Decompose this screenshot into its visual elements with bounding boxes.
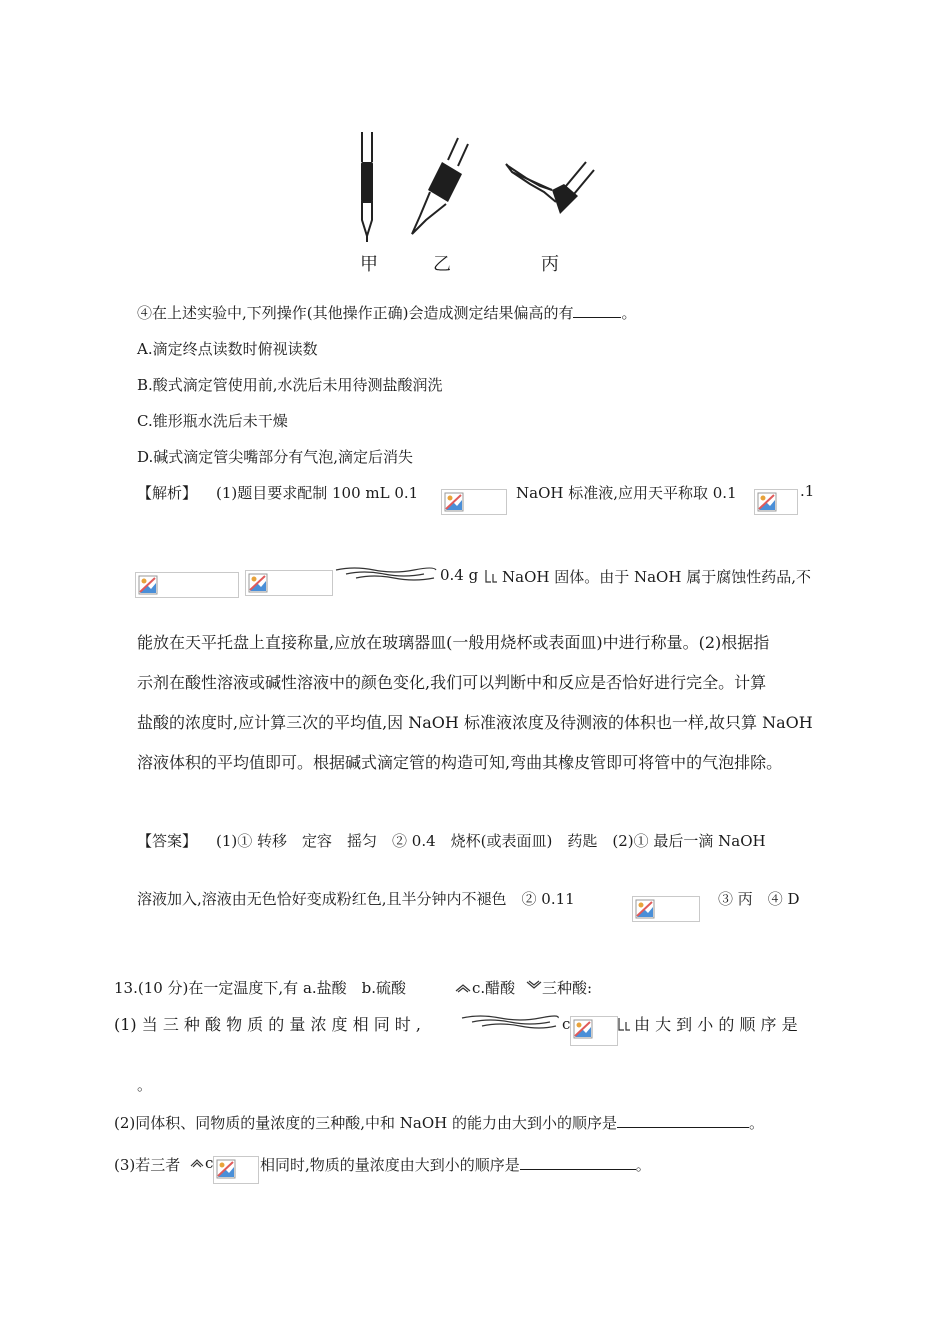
figure-label-yi: 乙 — [433, 254, 451, 275]
q4-option-b: B.酸式滴定管使用前,水洗后未用待测盐酸润洗 — [137, 376, 443, 394]
analysis-line5: 盐酸的浓度时,应计算三次的平均值,因 NaOH 标准液浓度及待测液的体积也一样,故只算 NaOH — [137, 713, 813, 732]
broken-image-icon — [213, 1156, 259, 1184]
q13-p3 — [260, 1154, 651, 1175]
q13-p1-end: 。 — [137, 1076, 153, 1094]
q13-p2 — [114, 1112, 764, 1133]
equation-mark — [526, 980, 542, 990]
answer-line2a: 溶液加入,溶液由无色恰好变成粉红色,且半分钟内不褪色 ② 0.11 — [137, 890, 575, 908]
analysis-line1a: (1)题目要求配制 100 mL 0.1 — [216, 484, 419, 502]
analysis-line3: 能放在天平托盘上直接称量,应放在玻璃器皿(一般用烧杯或表面皿)中进行称量。(2)根据指 — [137, 633, 770, 652]
figure-label-bing: 丙 — [541, 254, 559, 275]
q13-p3-end: 。 — [635, 1156, 651, 1174]
broken-image-icon — [245, 570, 333, 596]
q4-option-a: A.滴定终点读数时俯视读数 — [137, 340, 318, 358]
broken-image-icon — [441, 489, 507, 515]
figure-label-jia: 甲 — [360, 254, 378, 275]
broken-image-icon — [135, 572, 239, 598]
analysis-line2: 0.4 g — [440, 566, 479, 584]
q13-p1-a: (1) 当 三 种 酸 物 质 的 量 浓 度 相 同 时 , — [114, 1015, 421, 1034]
burette-yi — [412, 138, 468, 234]
answer-line1: (1)① 转移 定容 摇匀 ② 0.4 烧杯(或表面皿) 药匙 (2)① 最后一滴 NaOH — [216, 832, 766, 850]
q4-option-c: C.锥形瓶水洗后未干燥 — [137, 412, 288, 430]
q13-p3-a: (3)若三者 — [114, 1156, 181, 1174]
equation-squiggle — [334, 566, 438, 582]
q13-stem-a: 13.(10 分)在一定温度下,有 a.盐酸 b.硫酸 — [114, 979, 422, 997]
analysis-line1b: NaOH 标准液,应用天平称取 0.1 — [516, 484, 737, 502]
q13-p3-text: 相同时,物质的量浓度由大到小的顺序是 — [260, 1156, 520, 1174]
equation-mark — [484, 568, 498, 584]
analysis-line2b: NaOH 固体。由于 NaOH 属于腐蚀性药品,不 — [502, 568, 811, 586]
burette-bing — [506, 162, 594, 214]
analysis-line6: 溶液体积的平均值即可。根据碱式滴定管的构造可知,弯曲其橡皮管即可将管中的气泡排除。 — [137, 753, 783, 772]
q13-p1-c: c — [562, 1015, 571, 1033]
q4-stem-end: 。 — [621, 304, 637, 322]
q4-stem — [137, 302, 637, 323]
q13-p2-end: 。 — [749, 1114, 765, 1132]
answer-line2b: ③ 丙 ④ D — [718, 890, 800, 908]
equation-mark — [617, 1016, 631, 1032]
q4-answer-blank — [573, 303, 621, 318]
equation-mark — [190, 1158, 204, 1168]
q13-stem-c: 三种酸: — [542, 979, 593, 997]
equation-squiggle — [460, 1014, 560, 1030]
q4-stem-text: ④在上述实验中,下列操作(其他操作正确)会造成测定结果偏高的有 — [137, 304, 574, 322]
q13-p2-text: (2)同体积、同物质的量浓度的三种酸,中和 NaOH 的能力由大到小的顺序是 — [114, 1114, 618, 1132]
q13-p3-blank — [520, 1155, 636, 1170]
q13-p2-blank — [617, 1113, 749, 1128]
q13-stem-b: c.醋酸 — [472, 979, 516, 997]
answer-head: 【答案】 — [137, 832, 198, 850]
analysis-line4: 示剂在酸性溶液或碱性溶液中的颜色变化,我们可以判断中和反应是否恰好进行完全。计算 — [137, 673, 767, 692]
burette-jia — [361, 132, 373, 242]
analysis-head: 【解析】 — [137, 484, 198, 502]
q4-option-d: D.碱式滴定管尖嘴部分有气泡,滴定后消失 — [137, 448, 414, 466]
broken-image-icon — [754, 489, 798, 515]
analysis-line1c: .1 — [800, 482, 815, 500]
broken-image-icon — [570, 1016, 618, 1046]
broken-image-icon — [632, 896, 700, 922]
equation-mark — [455, 983, 471, 993]
q13-p1-d: 由 大 到 小 的 顺 序 是 — [634, 1015, 798, 1034]
q13-p3-c: c — [205, 1154, 214, 1172]
